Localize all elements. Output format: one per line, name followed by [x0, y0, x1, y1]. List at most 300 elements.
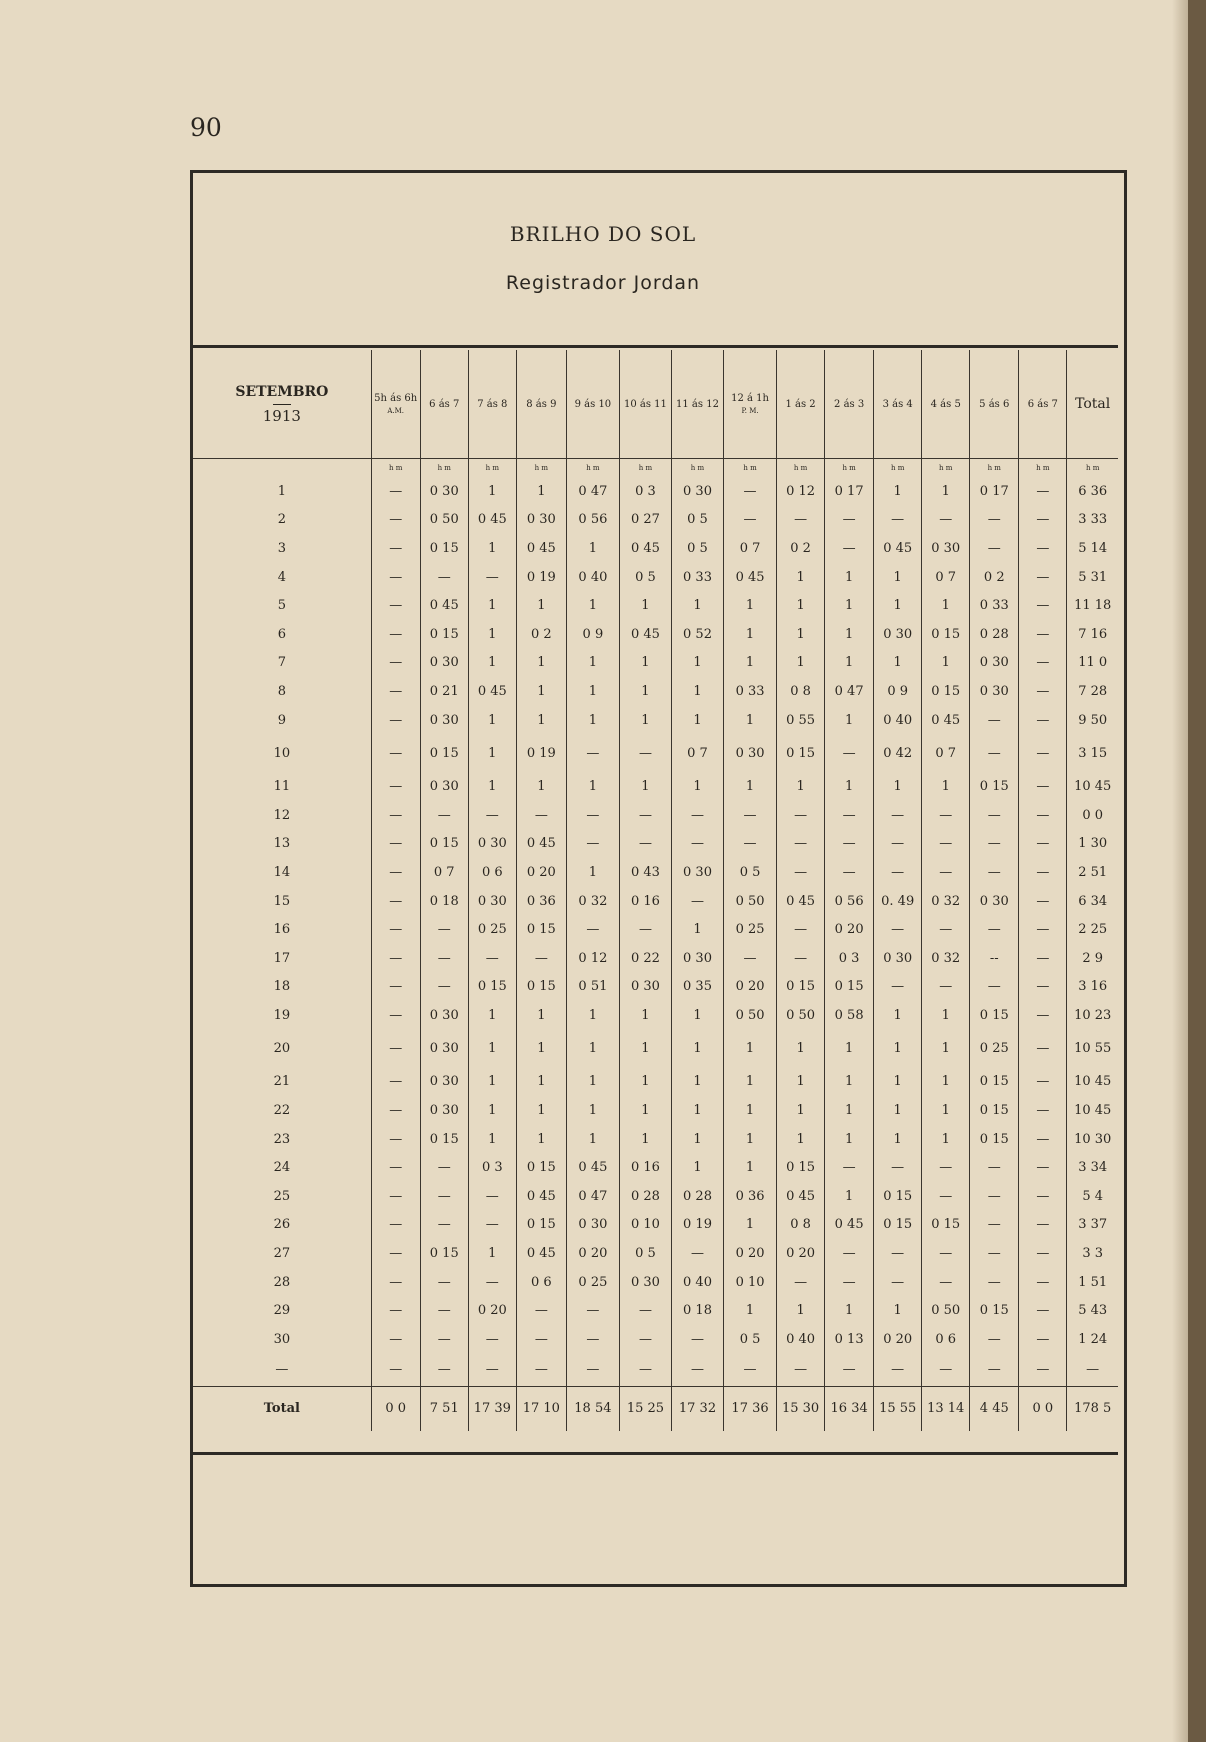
value-cell: 0 10 [724, 1268, 777, 1297]
page-shadow [1172, 0, 1188, 1742]
value-cell: 0 30 [420, 649, 468, 678]
value-cell: 0 5 [671, 506, 723, 535]
value-cell: 1 [619, 1068, 671, 1097]
value-cell: — [1019, 1211, 1067, 1240]
value-cell: 1 [874, 1296, 922, 1325]
value-cell: — [922, 801, 970, 830]
total-cell: 15 30 [777, 1386, 825, 1431]
table-row [193, 649, 1118, 678]
day-cell: 11 [273, 779, 291, 795]
value-cell: 0 3 [619, 477, 671, 506]
value-cell: — [1019, 858, 1067, 887]
value-cell: — [1019, 772, 1067, 801]
value-cell: 0 36 [724, 1182, 777, 1211]
value-cell: 1 [468, 1030, 516, 1068]
units-label: h m [777, 459, 825, 478]
value-cell: 1 [516, 477, 566, 506]
value-cell: — [566, 1296, 619, 1325]
value-cell: — [468, 801, 516, 830]
value-cell: — [468, 1354, 516, 1387]
value-cell: 0 30 [420, 1096, 468, 1125]
value-cell: 1 [516, 1125, 566, 1154]
value-cell: — [566, 734, 619, 772]
value-cell: 1 [825, 706, 874, 735]
value-cell: 0 30 [420, 772, 468, 801]
value-cell: 0 45 [619, 534, 671, 563]
value-cell: — [420, 973, 468, 1002]
units-label: h m [724, 459, 777, 478]
value-cell: 0 28 [970, 620, 1019, 649]
value-cell: 3 37 [1067, 1211, 1118, 1240]
table-row [193, 1182, 1118, 1211]
total-row [193, 1386, 1118, 1431]
day-cell: — [275, 1362, 289, 1378]
page-title: BRILHO DO SOL [509, 222, 697, 246]
value-cell: 0 15 [777, 734, 825, 772]
value-cell: 0 45 [874, 534, 922, 563]
value-cell: 0 45 [468, 677, 516, 706]
table-row [193, 1211, 1118, 1240]
value-cell: — [1019, 1268, 1067, 1297]
table-row [193, 1239, 1118, 1268]
value-cell: — [825, 1153, 874, 1182]
value-cell: 3 16 [1067, 973, 1118, 1002]
value-cell: 10 45 [1067, 772, 1118, 801]
value-cell: 1 [516, 772, 566, 801]
value-cell: — [371, 534, 420, 563]
value-cell: — [371, 1325, 420, 1354]
day-cell: 3 [277, 540, 286, 556]
value-cell: — [371, 1296, 420, 1325]
pm-label: P. M. [741, 407, 759, 415]
value-cell: — [371, 1239, 420, 1268]
value-cell: 1 [874, 1001, 922, 1030]
value-cell: 0 30 [874, 944, 922, 973]
value-cell: 0 47 [825, 677, 874, 706]
value-cell: 0 7 [922, 734, 970, 772]
value-cell: 1 [566, 591, 619, 620]
value-cell: 0 45 [516, 534, 566, 563]
value-cell: 0 20 [874, 1325, 922, 1354]
value-cell: — [874, 1354, 922, 1387]
value-cell: 1 [566, 649, 619, 678]
value-cell: 0 2 [970, 563, 1019, 592]
value-cell: — [619, 915, 671, 944]
value-cell: — [371, 506, 420, 535]
value-cell: 1 [671, 915, 723, 944]
day-cell: 27 [273, 1246, 291, 1262]
value-cell: 1 [777, 772, 825, 801]
year-label: 1913 [262, 407, 301, 425]
value-cell: 3 34 [1067, 1153, 1118, 1182]
value-cell: 1 [874, 649, 922, 678]
value-cell: — [970, 858, 1019, 887]
value-cell: — [566, 915, 619, 944]
total-cell: 17 39 [468, 1386, 516, 1431]
value-cell: 6 36 [1067, 477, 1118, 506]
value-cell: 1 [724, 1153, 777, 1182]
units-label: h m [566, 459, 619, 478]
value-cell: 0 30 [566, 1211, 619, 1240]
day-cell: 8 [277, 683, 286, 699]
value-cell: — [619, 830, 671, 859]
value-cell: 0 45 [777, 1182, 825, 1211]
value-cell: 0 20 [825, 915, 874, 944]
value-cell: — [777, 801, 825, 830]
units-label: h m [970, 459, 1019, 478]
value-cell: — [970, 706, 1019, 735]
units-label: h m [468, 459, 516, 478]
value-cell: — [371, 563, 420, 592]
value-cell: 0 22 [619, 944, 671, 973]
value-cell: 0 27 [619, 506, 671, 535]
total-cell: 0 0 [371, 1386, 420, 1431]
value-cell: 0 5 [724, 858, 777, 887]
value-cell: 0 25 [970, 1030, 1019, 1068]
column-header: 6 ás 7 [420, 350, 468, 459]
value-cell: 0 30 [874, 620, 922, 649]
total-cell: 17 32 [671, 1386, 723, 1431]
day-cell: 25 [273, 1188, 291, 1204]
value-cell: — [1019, 620, 1067, 649]
value-cell: 0 30 [970, 649, 1019, 678]
value-cell: 0 15 [516, 1211, 566, 1240]
value-cell: 9 50 [1067, 706, 1118, 735]
table-row [193, 1001, 1118, 1030]
value-cell: 0 25 [468, 915, 516, 944]
value-cell: 1 [922, 1096, 970, 1125]
value-cell: 0 30 [468, 830, 516, 859]
units-label: h m [371, 459, 420, 478]
value-cell: 1 [468, 1068, 516, 1097]
day-cell: 5 [277, 598, 286, 614]
value-cell: — [922, 858, 970, 887]
day-cell: 19 [273, 1007, 291, 1023]
value-cell: 0 30 [619, 973, 671, 1002]
table-row [193, 534, 1118, 563]
value-cell: 1 [825, 591, 874, 620]
column-header: 1 ás 2 [777, 350, 825, 459]
value-cell: 0 8 [777, 1211, 825, 1240]
value-cell: — [970, 801, 1019, 830]
value-cell: 1 [777, 1096, 825, 1125]
value-cell: 0 45 [516, 830, 566, 859]
value-cell: — [1019, 1153, 1067, 1182]
value-cell: 0 15 [420, 620, 468, 649]
value-cell: 11 0 [1067, 649, 1118, 678]
value-cell: 0 21 [420, 677, 468, 706]
value-cell: 6 34 [1067, 887, 1118, 916]
value-cell: — [371, 973, 420, 1002]
value-cell: 1 [874, 1068, 922, 1097]
value-cell: 5 43 [1067, 1296, 1118, 1325]
value-cell: — [1019, 1296, 1067, 1325]
value-cell: 3 3 [1067, 1239, 1118, 1268]
value-cell: 0 40 [671, 1268, 723, 1297]
value-cell: 0 50 [724, 887, 777, 916]
value-cell: 0 30 [420, 477, 468, 506]
value-cell: 1 [671, 677, 723, 706]
value-cell: — [724, 944, 777, 973]
table-row [193, 677, 1118, 706]
page-subtitle: Registrador Jordan [505, 272, 701, 294]
value-cell: — [724, 506, 777, 535]
column-header: 7 ás 8 [468, 350, 516, 459]
value-cell: — [825, 801, 874, 830]
value-cell: 10 23 [1067, 1001, 1118, 1030]
value-cell: 0 20 [724, 1239, 777, 1268]
value-cell: — [371, 1125, 420, 1154]
value-cell: 0 2 [516, 620, 566, 649]
value-cell: — [468, 1182, 516, 1211]
value-cell: 0 20 [724, 973, 777, 1002]
value-cell: 1 [724, 1296, 777, 1325]
value-cell: 0 13 [825, 1325, 874, 1354]
value-cell: — [566, 1354, 619, 1387]
value-cell: — [1019, 830, 1067, 859]
value-cell: 0 20 [468, 1296, 516, 1325]
value-cell: 0 15 [420, 830, 468, 859]
day-cell: 10 [273, 745, 291, 761]
value-cell: 0 30 [671, 477, 723, 506]
value-cell: 1 [874, 563, 922, 592]
value-cell: — [516, 801, 566, 830]
value-cell: 5 31 [1067, 563, 1118, 592]
total-cell: 7 51 [420, 1386, 468, 1431]
day-cell: 4 [277, 569, 286, 585]
value-cell: 11 18 [1067, 591, 1118, 620]
table-row [193, 772, 1118, 801]
value-cell: 0 16 [619, 1153, 671, 1182]
day-cell: 2 [277, 512, 286, 528]
table-row [193, 1354, 1118, 1387]
value-cell: 0 45 [724, 563, 777, 592]
value-cell: — [777, 858, 825, 887]
value-cell: 1 [619, 1125, 671, 1154]
table-row [193, 506, 1118, 535]
day-cell: 9 [277, 712, 286, 728]
value-cell: 0 15 [420, 1125, 468, 1154]
value-cell: 0 45 [468, 506, 516, 535]
value-cell: — [1019, 1182, 1067, 1211]
value-cell: 0 19 [516, 563, 566, 592]
value-cell: — [1019, 944, 1067, 973]
value-cell: 0 2 [777, 534, 825, 563]
value-cell: 1 [566, 1030, 619, 1068]
value-cell: 1 [825, 1068, 874, 1097]
value-cell: 0 19 [516, 734, 566, 772]
value-cell: 0 12 [566, 944, 619, 973]
value-cell: 1 [619, 649, 671, 678]
value-cell: 1 [566, 677, 619, 706]
table-row [193, 1096, 1118, 1125]
value-cell: 1 [825, 1125, 874, 1154]
day-cell: 7 [277, 655, 286, 671]
month-header [193, 350, 371, 459]
value-cell: 0. 49 [874, 887, 922, 916]
value-cell: — [777, 1268, 825, 1297]
value-cell: — [1019, 591, 1067, 620]
value-cell: 1 [922, 1125, 970, 1154]
value-cell: 10 45 [1067, 1096, 1118, 1125]
value-cell: 1 [566, 706, 619, 735]
value-cell: — [671, 1239, 723, 1268]
value-cell: — [970, 534, 1019, 563]
value-cell: 1 [468, 534, 516, 563]
value-cell: — [420, 1268, 468, 1297]
value-cell: 1 [468, 1096, 516, 1125]
value-cell: 1 [619, 706, 671, 735]
units-label: h m [619, 459, 671, 478]
value-cell: — [1019, 1096, 1067, 1125]
value-cell: 0 3 [825, 944, 874, 973]
value-cell: 0 6 [516, 1268, 566, 1297]
value-cell: 0 30 [671, 858, 723, 887]
value-cell: 1 [619, 677, 671, 706]
value-cell: — [1019, 1239, 1067, 1268]
day-cell: 22 [273, 1103, 291, 1119]
value-cell: 1 [922, 649, 970, 678]
value-cell: 1 [724, 1030, 777, 1068]
value-cell: — [516, 944, 566, 973]
header-row [193, 350, 1118, 459]
value-cell: 0 33 [970, 591, 1019, 620]
value-cell: 0 32 [922, 944, 970, 973]
total-cell: 0 0 [1019, 1386, 1067, 1431]
value-cell: — [1019, 706, 1067, 735]
value-cell: — [420, 563, 468, 592]
value-cell: 0 56 [566, 506, 619, 535]
value-cell: — [970, 915, 1019, 944]
table-bottom-rule [192, 1452, 1118, 1455]
value-cell: — [371, 944, 420, 973]
value-cell: 1 [468, 772, 516, 801]
table-row [193, 620, 1118, 649]
value-cell: 0 18 [671, 1296, 723, 1325]
value-cell: 0 36 [516, 887, 566, 916]
value-cell: — [825, 1354, 874, 1387]
value-cell: 0 45 [619, 620, 671, 649]
value-cell: 0 7 [671, 734, 723, 772]
value-cell: 1 [468, 1239, 516, 1268]
value-cell: 0 15 [468, 973, 516, 1002]
value-cell: — [922, 1239, 970, 1268]
value-cell: 0 33 [671, 563, 723, 592]
value-cell: — [619, 1325, 671, 1354]
value-cell: 1 [566, 534, 619, 563]
value-cell: — [825, 830, 874, 859]
value-cell: 0 45 [516, 1239, 566, 1268]
value-cell: — [874, 973, 922, 1002]
value-cell: 1 [777, 620, 825, 649]
table-row [193, 887, 1118, 916]
value-cell: — [1019, 887, 1067, 916]
table-row [193, 1325, 1118, 1354]
value-cell: 0 5 [671, 534, 723, 563]
value-cell: — [671, 1325, 723, 1354]
value-cell: 1 [468, 649, 516, 678]
value-cell: 1 [468, 477, 516, 506]
value-cell: 0 15 [970, 1296, 1019, 1325]
value-cell: — [371, 1354, 420, 1387]
value-cell: — [371, 1030, 420, 1068]
day-cell: 15 [273, 893, 291, 909]
value-cell: 0 5 [619, 1239, 671, 1268]
value-cell: 0 15 [922, 677, 970, 706]
value-cell: — [468, 1211, 516, 1240]
value-cell: — [1067, 1354, 1118, 1387]
value-cell: — [825, 858, 874, 887]
units-label: h m [1067, 459, 1118, 478]
value-cell: — [420, 944, 468, 973]
value-cell: 1 [777, 1030, 825, 1068]
value-cell: 1 [874, 1096, 922, 1125]
value-cell: 0 15 [922, 620, 970, 649]
value-cell: 0 45 [825, 1211, 874, 1240]
value-cell: 0 20 [566, 1239, 619, 1268]
value-cell: — [1019, 1325, 1067, 1354]
value-cell: 0 15 [825, 973, 874, 1002]
value-cell: — [371, 915, 420, 944]
value-cell: 1 [874, 591, 922, 620]
value-cell: 1 [777, 591, 825, 620]
value-cell: 0 0 [1067, 801, 1118, 830]
value-cell: 1 24 [1067, 1325, 1118, 1354]
value-cell: 0 18 [420, 887, 468, 916]
value-cell: 0 5 [724, 1325, 777, 1354]
value-cell: 0 15 [922, 1211, 970, 1240]
units-label: h m [874, 459, 922, 478]
value-cell: 1 [724, 1125, 777, 1154]
value-cell: — [970, 1268, 1019, 1297]
value-cell: 0 58 [825, 1001, 874, 1030]
value-cell: — [922, 1153, 970, 1182]
value-cell: 0 33 [724, 677, 777, 706]
value-cell: 1 [671, 1068, 723, 1097]
day-cell: 14 [273, 864, 291, 880]
value-cell: — [777, 1354, 825, 1387]
value-cell: 0 30 [516, 506, 566, 535]
value-cell: — [371, 858, 420, 887]
value-cell: 1 [724, 591, 777, 620]
value-cell: — [1019, 1068, 1067, 1097]
value-cell: 1 [671, 1001, 723, 1030]
value-cell: — [777, 830, 825, 859]
total-cell: 17 10 [516, 1386, 566, 1431]
value-cell: — [874, 1268, 922, 1297]
value-cell: 0 15 [420, 1239, 468, 1268]
value-cell: 0 7 [724, 534, 777, 563]
value-cell: — [970, 1239, 1019, 1268]
total-cell: 18 54 [566, 1386, 619, 1431]
units-label: h m [922, 459, 970, 478]
value-cell: 0 52 [671, 620, 723, 649]
value-cell: 1 [825, 1182, 874, 1211]
value-cell: 0 50 [420, 506, 468, 535]
value-cell: 0 45 [922, 706, 970, 735]
value-cell: — [1019, 1001, 1067, 1030]
day-cell: 24 [273, 1160, 291, 1176]
value-cell: — [825, 506, 874, 535]
value-cell: 1 [874, 1125, 922, 1154]
value-cell: — [1019, 649, 1067, 678]
value-cell: 1 [671, 1030, 723, 1068]
value-cell: 0 25 [724, 915, 777, 944]
value-cell: — [619, 1354, 671, 1387]
total-cell: 17 36 [724, 1386, 777, 1431]
value-cell: 1 [516, 677, 566, 706]
value-cell: — [468, 563, 516, 592]
